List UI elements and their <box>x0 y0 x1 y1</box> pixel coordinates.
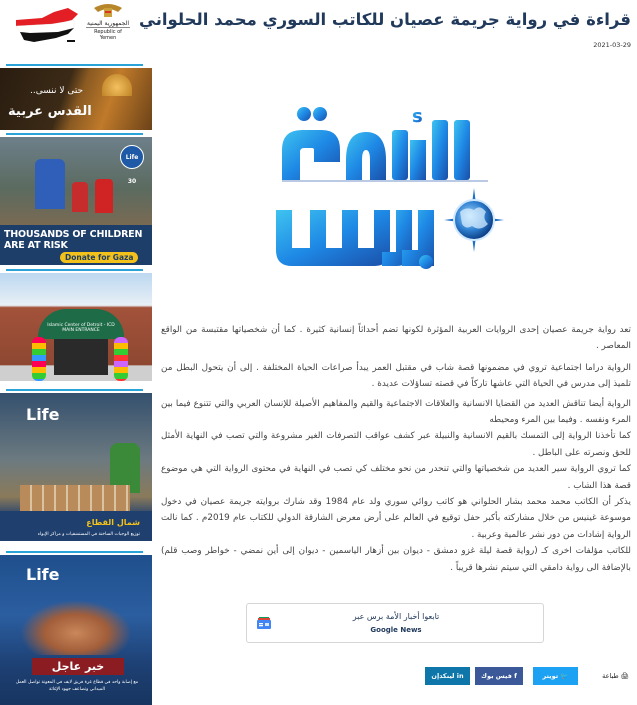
print-label: طباعة <box>602 672 619 680</box>
ad-text: حتى لا ننسى.. <box>30 86 84 96</box>
yemen-logo[interactable] <box>0 0 152 52</box>
balloons-image <box>32 337 46 381</box>
article-body <box>161 322 631 576</box>
share-facebook-button[interactable] <box>475 667 523 685</box>
dome-of-rock-image <box>102 74 132 96</box>
republic-english-label: Republic of Yemen <box>86 27 130 41</box>
ad-divider <box>6 551 143 553</box>
sidebar <box>0 0 152 705</box>
children-image <box>20 600 132 655</box>
printer-icon: 🖨 <box>620 672 629 680</box>
ad-headline: شمال القطاع <box>86 518 140 527</box>
ad-headline: THOUSANDS OF CHILDREN ARE AT RISK <box>4 229 143 251</box>
life-logo: Life <box>26 565 60 584</box>
article-paragraph: تعد رواية جريمة عصيان إحدى الروايات العربية المؤثرة لكونها تضم أحداثاً إنسانية كثيرة . كما أن شخصياتها مقتبسة من الواقع المعاصر . <box>161 325 631 352</box>
google-news-follow-link[interactable] <box>246 603 544 643</box>
ad-divider <box>6 389 143 391</box>
donate-button[interactable]: Donate for Gaza <box>60 252 138 263</box>
ad-text: مع إصابة واحد في قطاع غزة فريق لايف في المعونة تواصل العمل الميداني وتضاعف جهود الإغاثة <box>15 680 139 692</box>
page-title: قراءة في رواية جريمة عصيان للكاتب السوري محمد الحلواني <box>139 10 631 29</box>
ad-banner-breaking-news[interactable] <box>0 555 152 705</box>
ad-footer <box>0 225 152 265</box>
ad-banner-gaza[interactable] <box>0 137 152 265</box>
twitter-label: تويتر <box>542 672 559 680</box>
article-paragraph: للكاتب مؤلفات اخرى كـ (رواية قصة ليلة غزو دمشق - ديوان بين أزهار الياسمين - ديوان إلى أين نمضي - خواطر وصب قلم) بالإضافة الى رواية دامقي التي سيتم نشرها قريباً . <box>161 546 631 573</box>
child-image <box>72 182 88 212</box>
share-linkedin-button[interactable] <box>425 667 470 685</box>
alomma-press-logo <box>262 100 517 270</box>
ad-banner-north-gaza[interactable] <box>0 393 152 541</box>
yemen-map-icon <box>12 6 84 46</box>
republic-arabic-label: الجمهورية اليمنية <box>86 20 129 27</box>
balloons-image <box>114 337 128 381</box>
article-paragraph: كما تروي الرواية سير العديد من شخصياتها والتي تنحدر من نحو مختلف كي تصب في النهاية في محتوى الرواية التي هي موضوع قصة هذا الشاب . <box>161 464 631 491</box>
svg-text:s: s <box>412 106 423 127</box>
share-twitter-button[interactable] <box>533 667 578 685</box>
article-paragraph: يذكر أن الكاتب محمد محمد بشار الحلواني هو كاتب روائي سوري ولد عام 1984 وقد شارك بروايته جريمة عصيان في دخول موسوعة غينيس من خلال مشاركته بأكبر حفل توقيع في العالم على أرض معرض الشارقة الدولي للكتاب عام 2019م . كما نالت الرواية إشادات من دور نشر عالمية وعربية . <box>161 497 631 540</box>
google-news-label: تابعوا أخبار الأمة برس عبر <box>352 612 440 621</box>
facebook-label: فيس بوك <box>481 672 512 680</box>
google-news-brand: Google News <box>370 626 422 634</box>
life-badge-icon: Life 30 <box>120 145 144 169</box>
yemen-emblem-icon <box>88 2 128 20</box>
print-button[interactable] <box>602 667 629 685</box>
ad-headline: القدس عربية <box>8 104 92 119</box>
linkedin-icon: in <box>456 672 464 680</box>
article-paragraph: الرواية أيضا تناقش العديد من القضايا الانسانية والعلاقات الاجتماعية والقيم والمفاهيم الأصيلة للإنسان العربي والتي تتنوع فيما بين المرء ونفسه . وفيما بين المرء ومحيطه <box>161 398 631 426</box>
twitter-icon: 🐦 <box>560 672 569 680</box>
ad-footer <box>0 511 152 541</box>
facebook-icon: f <box>514 672 517 680</box>
ad-headline: خبر عاجل <box>32 658 124 675</box>
ad-banner-alquds[interactable] <box>0 68 152 130</box>
ad-divider <box>6 269 143 271</box>
linkedin-label: لينكدإن <box>431 672 455 680</box>
publish-date: 2021-03-29 <box>593 41 631 49</box>
ad-divider <box>6 133 143 135</box>
ad-divider <box>6 64 143 66</box>
entrance-image <box>54 339 108 375</box>
child-image <box>95 179 113 213</box>
aid-worker-image <box>35 159 65 209</box>
article-paragraph: الرواية دراما اجتماعية تروي في مضمونها قصة شاب في مقتبل العمر يبدأ صراعات الحياة المختلفة . إلى أن يتحول البطل من تلميذ إلى مدرس في الحياة التي عاشها تاركاً في قصته تساؤلات عديدة . <box>161 362 631 390</box>
ad-banner-icd[interactable] <box>0 273 152 381</box>
ad-text: Islamic Center of Detroit - ICD MAIN ENTRANCE <box>47 323 115 333</box>
life-logo: Life <box>26 405 60 424</box>
article-main <box>139 0 637 705</box>
ad-text: توزيع الوجبات الساخنة في المستشفيات و مراكز الإيواء <box>37 532 140 537</box>
article-paragraph: كما تأخذنا الرواية إلى التمسك بالقيم الانسانية والنبيلة عبر كشف عواقب التصرفات الغير مشروعة والتي تصب في النهاية الأمثل للحق ونصرته على الباطل . <box>161 431 631 458</box>
